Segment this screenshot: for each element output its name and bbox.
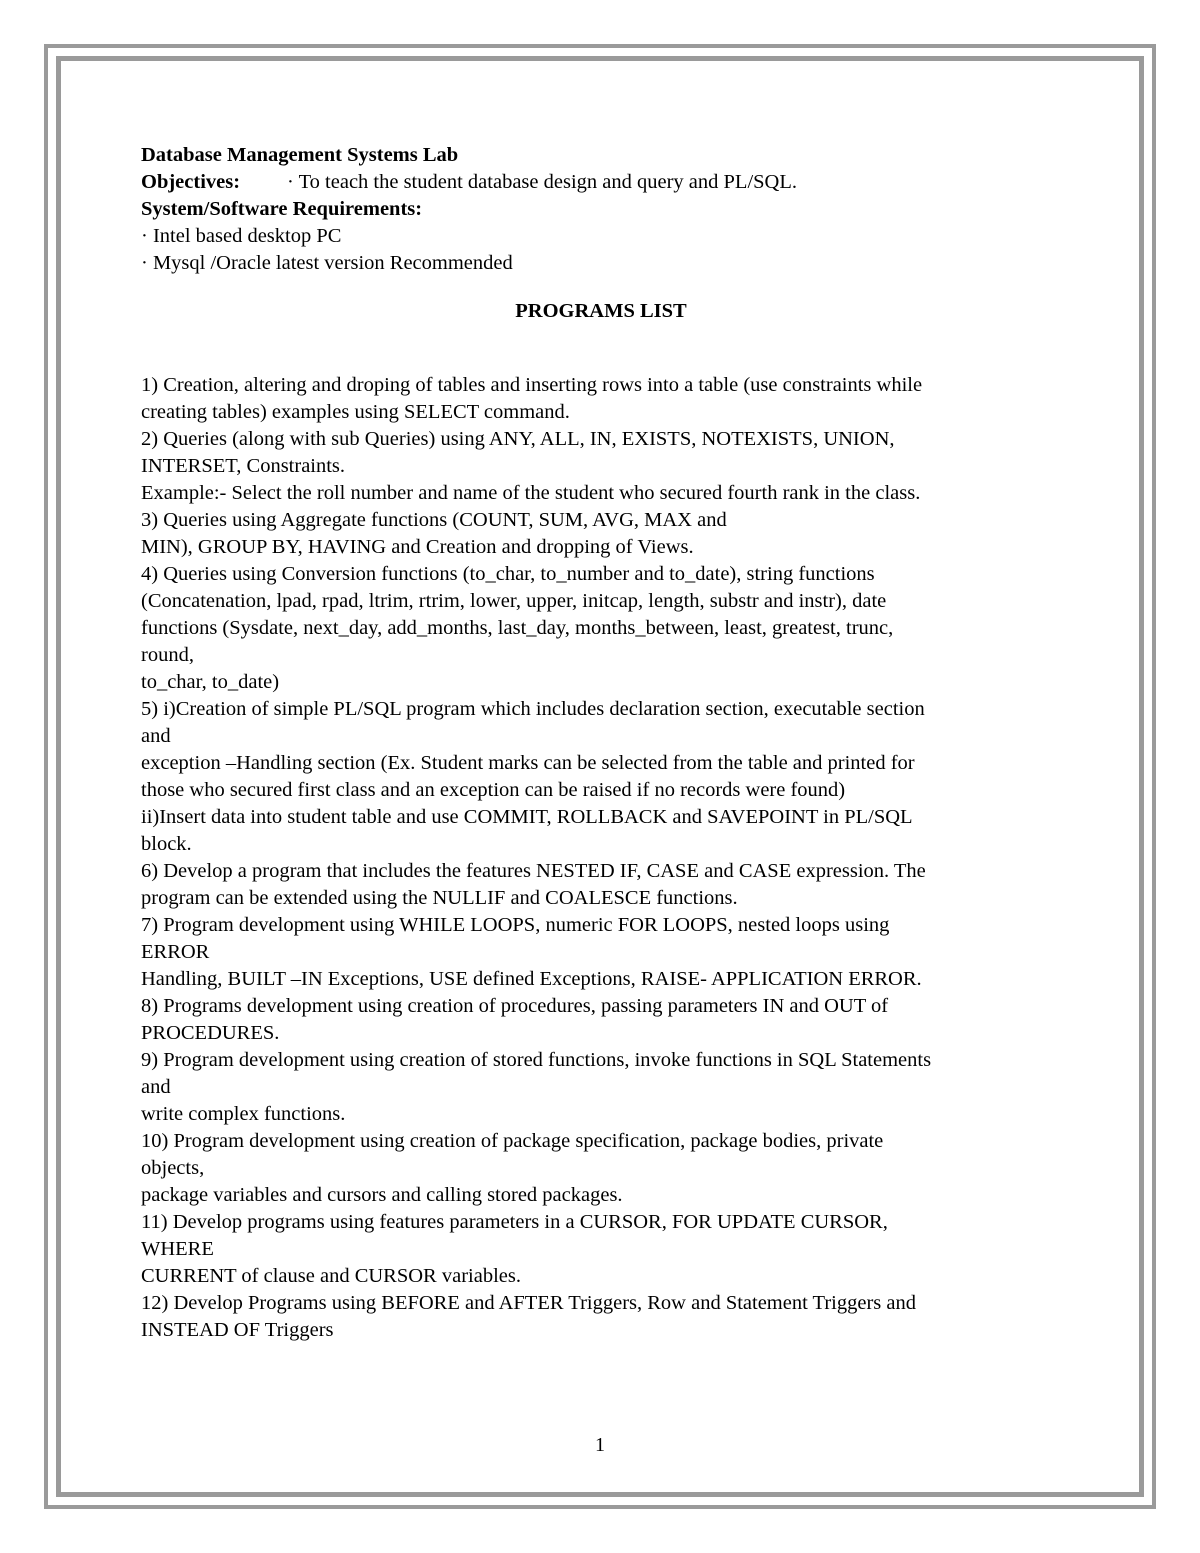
program-line: write complex functions. [141,1103,346,1125]
program-line: round, [141,644,194,666]
program-line: 8) Programs development using creation of procedures, passing parameters IN and OUT of [141,995,889,1017]
program-line: ii)Insert data into student table and use COMMIT, ROLLBACK and SAVEPOINT in PL/SQL [141,806,913,828]
program-line: 7) Program development using WHILE LOOPS, numeric FOR LOOPS, nested loops using [141,914,890,936]
program-line: 12) Develop Programs using BEFORE and AFTER Triggers, Row and Statement Triggers and [141,1292,917,1314]
program-line: Example:- Select the roll number and name of the student who secured fourth rank in the class. [141,482,921,504]
program-line: CURRENT of clause and CURSOR variables. [141,1265,521,1287]
program-line: 11) Develop programs using features parameters in a CURSOR, FOR UPDATE CURSOR, [141,1211,888,1233]
program-line: 2) Queries (along with sub Queries) using ANY, ALL, IN, EXISTS, NOTEXISTS, UNION, [141,428,895,450]
program-line: 3) Queries using Aggregate functions (COUNT, SUM, AVG, MAX and [141,509,727,531]
program-line: INSTEAD OF Triggers [141,1319,334,1341]
program-line: program can be extended using the NULLIF and COALESCE functions. [141,887,738,909]
program-line: 1) Creation, altering and droping of tables and inserting rows into a table (use constraints while [141,374,923,396]
program-line: PROCEDURES. [141,1022,280,1044]
program-line: INTERSET, Constraints. [141,455,346,477]
document-body [141,142,1061,1344]
program-line: objects, [141,1157,205,1179]
objectives-label: Objectives: [141,171,241,193]
program-line: 4) Queries using Conversion functions (to_char, to_number and to_date), string functions [141,563,875,585]
requirements-label: System/Software Requirements: [141,198,423,220]
program-line: 9) Program development using creation of stored functions, invoke functions in SQL Statements [141,1049,932,1071]
program-line: Handling, BUILT –IN Exceptions, USE defined Exceptions, RAISE- APPLICATION ERROR. [141,968,922,990]
programs-list-title: PROGRAMS LIST [515,299,687,322]
program-line: block. [141,833,192,855]
programs-list [141,372,1061,1344]
program-line: 5) i)Creation of simple PL/SQL program which includes declaration section, executable section [141,698,925,720]
page-number: 1 [595,1434,605,1456]
requirement-item: · Mysql /Oracle latest version Recommended [141,252,513,274]
objectives-text: · To teach the student database design and query and PL/SQL. [287,171,797,193]
program-line: creating tables) examples using SELECT command. [141,401,570,423]
program-line: (Concatenation, lpad, rpad, ltrim, rtrim, lower, upper, initcap, length, substr and instr), date [141,590,887,612]
document-heading: Database Management Systems Lab [141,144,459,166]
program-line: exception –Handling section (Ex. Student marks can be selected from the table and printed for [141,752,915,774]
program-line: and [141,725,171,747]
program-line: WHERE [141,1238,214,1260]
program-line: MIN), GROUP BY, HAVING and Creation and dropping of Views. [141,536,694,558]
objectives-line [141,169,1061,196]
program-line: those who secured first class and an exception can be raised if no records were found) [141,779,846,801]
program-line: 6) Develop a program that includes the features NESTED IF, CASE and CASE expression. The [141,860,926,882]
program-line: functions (Sysdate, next_day, add_months, last_day, months_between, least, greatest, trunc, [141,617,894,639]
program-line: package variables and cursors and calling stored packages. [141,1184,623,1206]
program-line: ERROR [141,941,210,963]
requirement-item: · Intel based desktop PC [141,225,342,247]
program-line: 10) Program development using creation of package specification, package bodies, private [141,1130,884,1152]
spacer [141,345,1061,372]
program-line: to_char, to_date) [141,671,280,693]
program-line: and [141,1076,171,1098]
